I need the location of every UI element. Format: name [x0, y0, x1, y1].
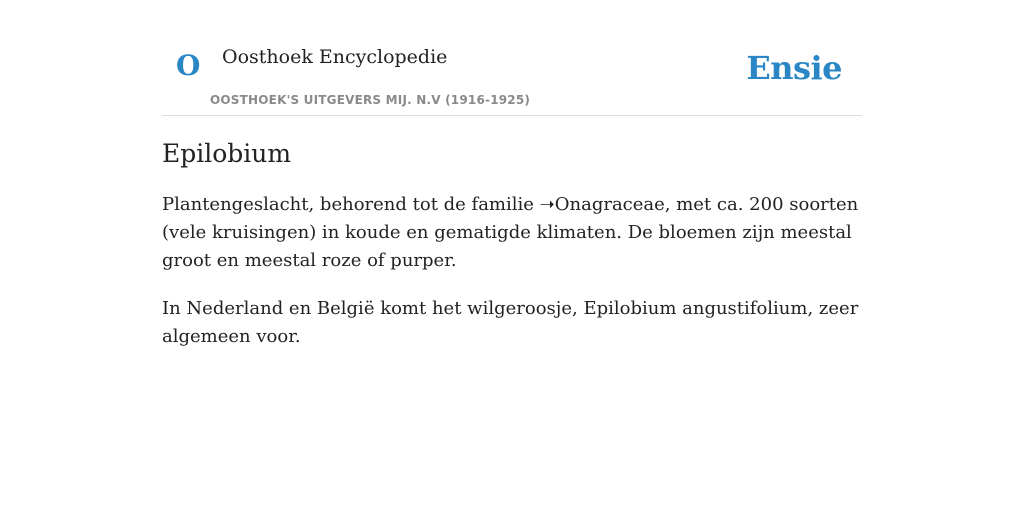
- paragraph-text: , met ca. 200 soorten (vele kruisingen) in koude en gematigde klimaten. De bloemen zijn meestal groot en meestal roze of purper.: [162, 194, 859, 272]
- encyclopedia-logo: O: [176, 49, 201, 82]
- entry-paragraph-1: [162, 191, 862, 275]
- header: [162, 30, 862, 116]
- paragraph-text: Plantengeslacht, behorend tot de familie: [162, 194, 540, 216]
- brand-logo-link[interactable]: Ensie: [746, 49, 842, 87]
- publisher-label: OOSTHOEK'S UITGEVERS MIJ. N.V (1916-1925): [210, 93, 531, 107]
- entry-content: [162, 138, 862, 371]
- encyclopedia-title: Oosthoek Encyclopedie: [222, 46, 448, 68]
- entry-title: Epilobium: [162, 139, 292, 168]
- entry-paragraph-2: In Nederland en België komt het wilgeroosje, Epilobium angustifolium, zeer algemeen voor.: [162, 298, 859, 348]
- cross-reference-link[interactable]: ➝Onagraceae: [539, 194, 665, 216]
